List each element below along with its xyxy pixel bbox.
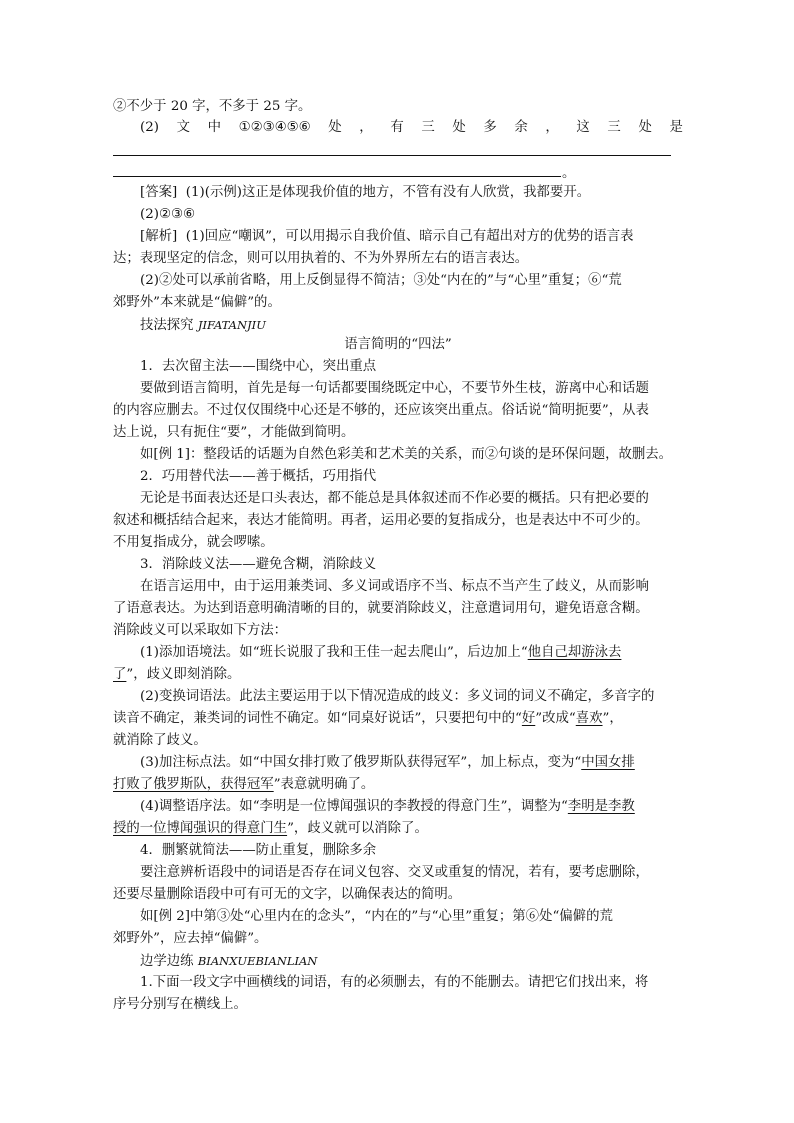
section-heading-practice — [140, 950, 683, 973]
method-3-para-line-1: 在语言运用中，由于运用兼类词、多义词或语序不当、标点不当产生了歧义，从而影响 — [140, 579, 649, 594]
question-part-2-char: 三 — [421, 120, 435, 135]
answer-line-2: (2)②③⑥ — [140, 207, 195, 222]
sub-3-text-end: ”表意就明确了。 — [273, 777, 375, 792]
section-pinyin: BIANXUEBIANLIAN — [197, 954, 318, 968]
question-part-2-char: 文 — [176, 120, 190, 135]
method-2-para-line-3: 不用复指成分，就会啰嗦。 — [113, 535, 274, 550]
method-2-heading: 2．巧用替代法——善于概括，巧用指代 — [140, 469, 377, 484]
answer-text-1: (1)(示例)这正是体现我价值的地方，不管有没有人欣赏，我都要开。 — [185, 185, 591, 200]
question-part-2-char: 处 — [328, 120, 342, 135]
method-2-para-line-2: 叙述和概括结合起来，表达才能简明。再者，运用必要的复指成分，也是表达中不可少的。 — [113, 513, 649, 528]
question-part-2-char: 是 — [669, 120, 683, 135]
section-label: 边学边练 — [140, 954, 194, 969]
question-requirement-2: ②不少于 20 字，不多于 25 字。 — [113, 99, 312, 114]
sub-3-underlined-1: 中国女排 — [581, 755, 635, 770]
question-part-2-char: 中 — [207, 120, 221, 135]
method-3-sub-2-line-1: (2)变换词语法。此法主要运用于以下情况造成的歧义：多义词的词义不确定，多音字的 — [140, 689, 655, 704]
method-3-sub-4-line-2 — [113, 818, 683, 840]
question-part-2-char: ， — [545, 120, 559, 135]
question-part-2-char: ①②③④⑤⑥ — [238, 120, 311, 135]
method-3-sub-3-line-2 — [113, 774, 683, 796]
method-1-para-line-2: 的内容应删去。不过仅仅围绕中心还是不够的，还应该突出重点。俗话说“简明扼要”，从表 — [113, 403, 649, 418]
method-3-heading: 3．消除歧义法——避免含糊，消除歧义 — [140, 557, 377, 572]
question-part-2-char: 处 — [452, 120, 466, 135]
sub-4-text: (4)调整语序法。如“李明是一位博闻强识的李教授的得意门生”，调整为“ — [140, 799, 568, 814]
method-2-para-line-1: 无论是书面表达还是口头表达，都不能总是具体叙述而不作必要的概括。只有把必要的 — [140, 491, 649, 506]
sub-1-underlined-cont: 了 — [113, 667, 127, 682]
method-3-sub-2-line-3: 就消除了歧义。 — [113, 733, 207, 748]
exercise-1-line-1: 1.下面一段文字中画横线的词语，有的必须删去，有的不能删去。请把它们找出来，将 — [140, 975, 649, 990]
answer-tag: [答案] — [140, 185, 178, 200]
section-pinyin: JIFATANJIU — [197, 318, 266, 332]
question-part-2-char: 三 — [607, 120, 621, 135]
sub-1-text-end: ”，歧义即刻消除。 — [126, 667, 241, 682]
method-3-sub-4-line-1 — [140, 796, 683, 818]
section-label: 技法探究 — [140, 318, 194, 333]
method-4-example-line-1: 如[例 2]中第③处“心里内在的念头”，“内在的”与“心里”重复；第⑥处“偏僻的荒 — [140, 909, 613, 924]
sub-4-underlined-2: 授的一位博闻强识的得意门生 — [113, 821, 288, 836]
sub-2-text-end: ”， — [602, 711, 623, 726]
method-3-sub-2-line-2 — [113, 708, 683, 730]
question-part-2 — [140, 117, 683, 139]
sub-2-text-mid: ”改成“ — [535, 711, 576, 726]
sub-4-text-end: ”，歧义就可以消除了。 — [287, 821, 428, 836]
analysis-line-3: (2)②处可以承前省略，用上反倒显得不简洁；③处“内在的”与“心里”重复；⑥“荒 — [140, 273, 622, 288]
exercise-1-line-2: 序号分别写在横线上。 — [113, 997, 247, 1012]
article-title: 语言简明的“四法” — [344, 337, 452, 352]
method-3-sub-1-line-2 — [113, 664, 683, 686]
method-1-para-line-1: 要做到语言简明，首先是每一句话都要围绕既定中心，不要节外生枝，游离中心和话题 — [140, 381, 649, 396]
sub-3-text: (3)加注标点法。如“中国女排打败了俄罗斯队获得冠军”，加上标点，变为“ — [140, 755, 582, 770]
question-part-2-char: 多 — [483, 120, 497, 135]
method-4-para-line-2: 还要尽量删除语段中可有可无的文字，以确保表达的简明。 — [113, 887, 462, 902]
sub-1-underlined: 他自己却游泳去 — [527, 645, 622, 660]
sub-4-underlined-1: 李明是李教 — [567, 799, 635, 814]
method-3-para-line-3: 消除歧义可以采取如下方法： — [113, 623, 288, 638]
method-4-heading: 4．删繁就简法——防止重复，删除多余 — [140, 843, 377, 858]
question-part-2-char: 处 — [638, 120, 652, 135]
sub-3-underlined-2: 打败了俄罗斯队，获得冠军 — [113, 777, 274, 792]
answer-blank-line-2 — [113, 176, 561, 177]
analysis-line-2: 达；表现坚定的信念，则可以用执着的、不为外界所左右的语言表达。 — [113, 251, 529, 266]
method-3-sub-3-line-1 — [140, 752, 683, 774]
analysis-tag: [解析] — [140, 229, 178, 244]
question-part-2-char: 有 — [390, 120, 404, 135]
method-1-heading: 1．去次留主法——围绕中心，突出重点 — [140, 359, 377, 374]
answer-line-1 — [140, 182, 683, 204]
method-1-para-line-3: 达上说，只有扼住“要”，才能做到简明。 — [113, 425, 355, 440]
sub-2-text: 读音不确定，兼类词的词性不确定。如“同桌好说话”，只要把句中的“ — [113, 711, 522, 726]
sub-1-text: (1)添加语境法。如“班长说服了我和王佳一起去爬山”，后边加上“ — [140, 645, 528, 660]
answer-blank-line-1 — [113, 155, 671, 156]
question-part-2-char: ， — [359, 120, 373, 135]
method-3-para-line-2: 了语意表达。为达到语意明确清晰的目的，就要消除歧义，注意遣词用句，避免语意含糊。 — [113, 601, 649, 616]
question-part-2-char: 这 — [576, 120, 590, 135]
method-4-example-line-2: 郊野外”，应去掉“偏僻”。 — [113, 931, 268, 946]
method-1-example: 如[例 1]：整段话的话题为自然色彩美和艺术美的关系，而②句谈的是环保问题，故删去。 — [140, 447, 673, 462]
question-part-2-char: (2) — [140, 120, 159, 135]
method-4-para-line-1: 要注意辨析语段中的词语是否存在词义包容、交叉或重复的情况，若有，要考虑删除， — [140, 865, 649, 880]
analysis-line-1 — [140, 226, 683, 248]
analysis-line-4: 郊野外”本来就是“偏僻”的。 — [113, 295, 281, 310]
method-3-sub-1-line-1 — [140, 642, 683, 664]
question-part-2-char: 余 — [514, 120, 528, 135]
sub-2-underlined-1: 好 — [521, 711, 536, 726]
sub-2-underlined-2: 喜欢 — [575, 711, 603, 726]
blank-end-period: 。 — [562, 166, 576, 181]
analysis-text-1: (1)回应“嘲讽”，可以用揭示自我价值、暗示自己有超出对方的优势的语言表 — [185, 229, 634, 244]
